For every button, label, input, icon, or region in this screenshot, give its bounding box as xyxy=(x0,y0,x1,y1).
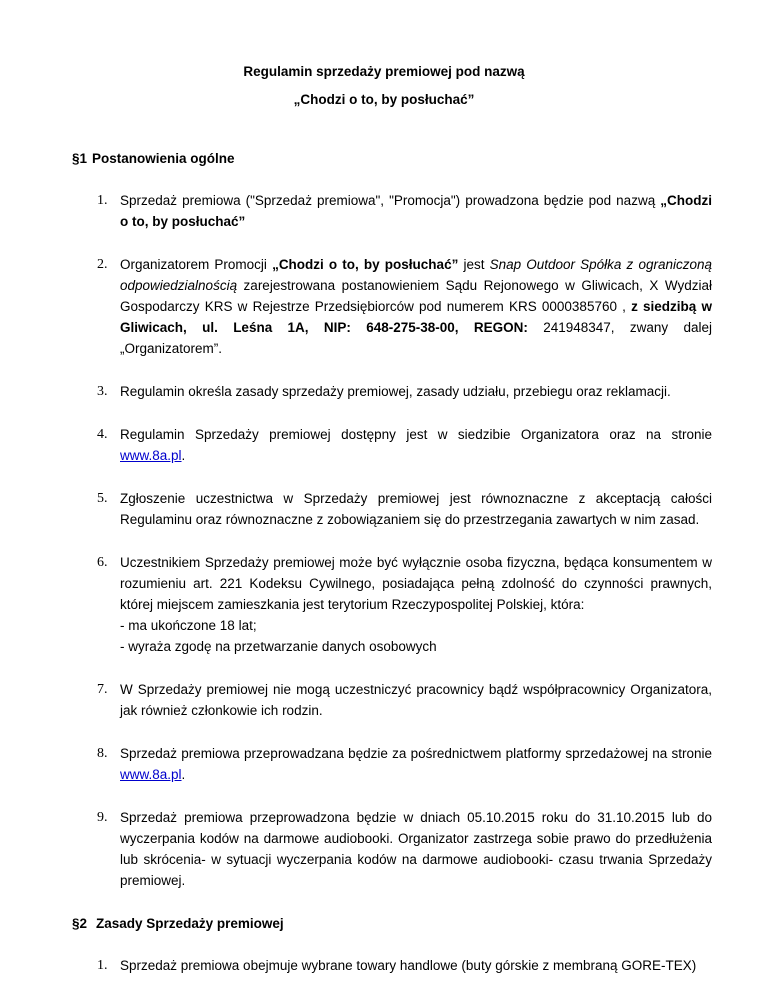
document-title-line2: „Chodzi o to, by posłuchać” xyxy=(293,92,475,107)
section-items xyxy=(0,190,768,891)
list-item xyxy=(97,807,712,891)
section-heading-label: Zasady Sprzedaży premiowej xyxy=(96,916,284,931)
section-marker: §1 xyxy=(72,151,88,166)
link-www-8a-pl[interactable]: www.8a.pl xyxy=(120,448,182,463)
list-item-number: 7. xyxy=(97,682,108,697)
list-item xyxy=(97,552,712,657)
list-item xyxy=(97,955,712,976)
text-segment: W Sprzedaży premiowej nie mogą uczestniczyć pracownicy bądź współpracownicy Organizatora, jak również członkowie ich rodzin. xyxy=(120,682,712,718)
text-segment: - ma ukończone 18 lat; xyxy=(120,618,257,633)
document-title xyxy=(0,0,768,114)
list-item xyxy=(97,679,712,721)
section-1 xyxy=(0,148,768,891)
sections xyxy=(0,148,768,976)
section-marker: §2 xyxy=(72,916,88,931)
text-segment: Sprzedaż premiowa ("Sprzedaż premiowa", "Promocja") prowadzona będzie pod nazwą xyxy=(120,193,661,208)
text-segment: „Chodzi o to, by posłuchać” xyxy=(272,257,459,272)
list-item-number: 1. xyxy=(97,193,108,208)
list-item-text xyxy=(120,254,712,359)
text-segment: „Chodzi o to, by posłuchać” xyxy=(120,193,712,229)
list-item-text xyxy=(120,679,712,721)
list-item-number: 5. xyxy=(97,491,108,506)
document-title-line1: Regulamin sprzedaży premiowej pod nazwą xyxy=(243,64,525,79)
list-item-number: 9. xyxy=(97,810,108,825)
list-item-number: 6. xyxy=(97,555,108,570)
list-item-text xyxy=(120,743,712,785)
text-segment: . xyxy=(181,448,186,463)
text-segment: z siedzibą w Gliwicach, ul. Leśna 1A, NIP: 648-275-38-00, REGON: xyxy=(120,299,712,335)
list-item-text xyxy=(120,190,712,232)
text-segment: 241948347, zwany dalej „Organizatorem”. xyxy=(120,320,712,356)
list-item xyxy=(97,381,712,402)
text-segment: Sprzedaż premiowa przeprowadzana będzie za pośrednictwem platformy sprzedażowej na stronie xyxy=(120,746,712,761)
text-segment: Zgłoszenie uczestnictwa w Sprzedaży premiowej jest równoznaczne z akceptacją całości Regulaminu oraz równoznaczne z zobowiązaniem się do przestrzegania zawartych w nim zasad. xyxy=(120,491,712,527)
list-item xyxy=(97,190,712,232)
list-item-text xyxy=(120,424,712,466)
list-item-text xyxy=(120,552,712,657)
section-2 xyxy=(0,913,768,976)
list-item-number: 4. xyxy=(97,427,108,442)
list-item-text xyxy=(120,381,712,402)
section-heading-2 xyxy=(72,913,712,934)
text-segment: Regulamin określa zasady sprzedaży premiowej, zasady udziału, przebiegu oraz reklamacji. xyxy=(120,384,671,399)
list-item-number: 3. xyxy=(97,384,108,399)
text-segment: Organizatorem Promocji xyxy=(120,257,273,272)
list-item-number: 1. xyxy=(97,958,108,973)
text-segment: Regulamin Sprzedaży premiowej dostępny jest w siedzibie Organizatora oraz na stronie xyxy=(120,427,712,442)
list-item-text xyxy=(120,488,712,530)
text-segment: - wyraża zgodę na przetwarzanie danych osobowych xyxy=(120,639,437,654)
section-items xyxy=(0,955,768,976)
list-item-text xyxy=(120,807,712,891)
text-segment: Snap Outdoor Spółka z ograniczoną odpowiedzialnością xyxy=(120,257,712,293)
text-segment: Sprzedaż premiowa obejmuje wybrane towary handlowe (buty górskie z membraną GORE-TEX) xyxy=(120,958,697,973)
list-item xyxy=(97,488,712,530)
list-item xyxy=(97,254,712,359)
list-item-text xyxy=(120,955,712,976)
list-item xyxy=(97,424,712,466)
list-item-number: 8. xyxy=(97,746,108,761)
section-heading-1 xyxy=(72,148,712,169)
link-www-8a-pl[interactable]: www.8a.pl xyxy=(120,767,182,782)
text-segment: Uczestnikiem Sprzedaży premiowej może być wyłącznie osoba fizyczna, będąca konsumentem w rozumieniu art. 221 Kodeksu Cywilnego, posiadająca pełną zdolność do czynności prawnych, której miejscem zamieszkania jest terytorium Rzeczypospolitej Polskiej, która: xyxy=(120,555,712,612)
section-heading-label: Postanowienia ogólne xyxy=(92,151,235,166)
text-segment: Sprzedaż premiowa przeprowadzona będzie w dniach 05.10.2015 roku do 31.10.2015 lub do wyczerpania kodów na darmowe audiobooki. Organizator zastrzega sobie prawo do przedłużenia lub skrócenia- w sytuacji wyczerpania kodów na darmowe audiobooki- czasu trwania Sprzedaży premiowej. xyxy=(120,810,712,888)
text-segment: zarejestrowana postanowieniem Sądu Rejonowego w Gliwicach, X Wydział Gospodarczy KRS w Rejestrze Przedsiębiorców pod numerem KRS 0000385760 , xyxy=(120,278,712,314)
text-segment: . xyxy=(181,767,186,782)
text-segment: jest xyxy=(458,257,490,272)
list-item-number: 2. xyxy=(97,257,108,272)
list-item xyxy=(97,743,712,785)
